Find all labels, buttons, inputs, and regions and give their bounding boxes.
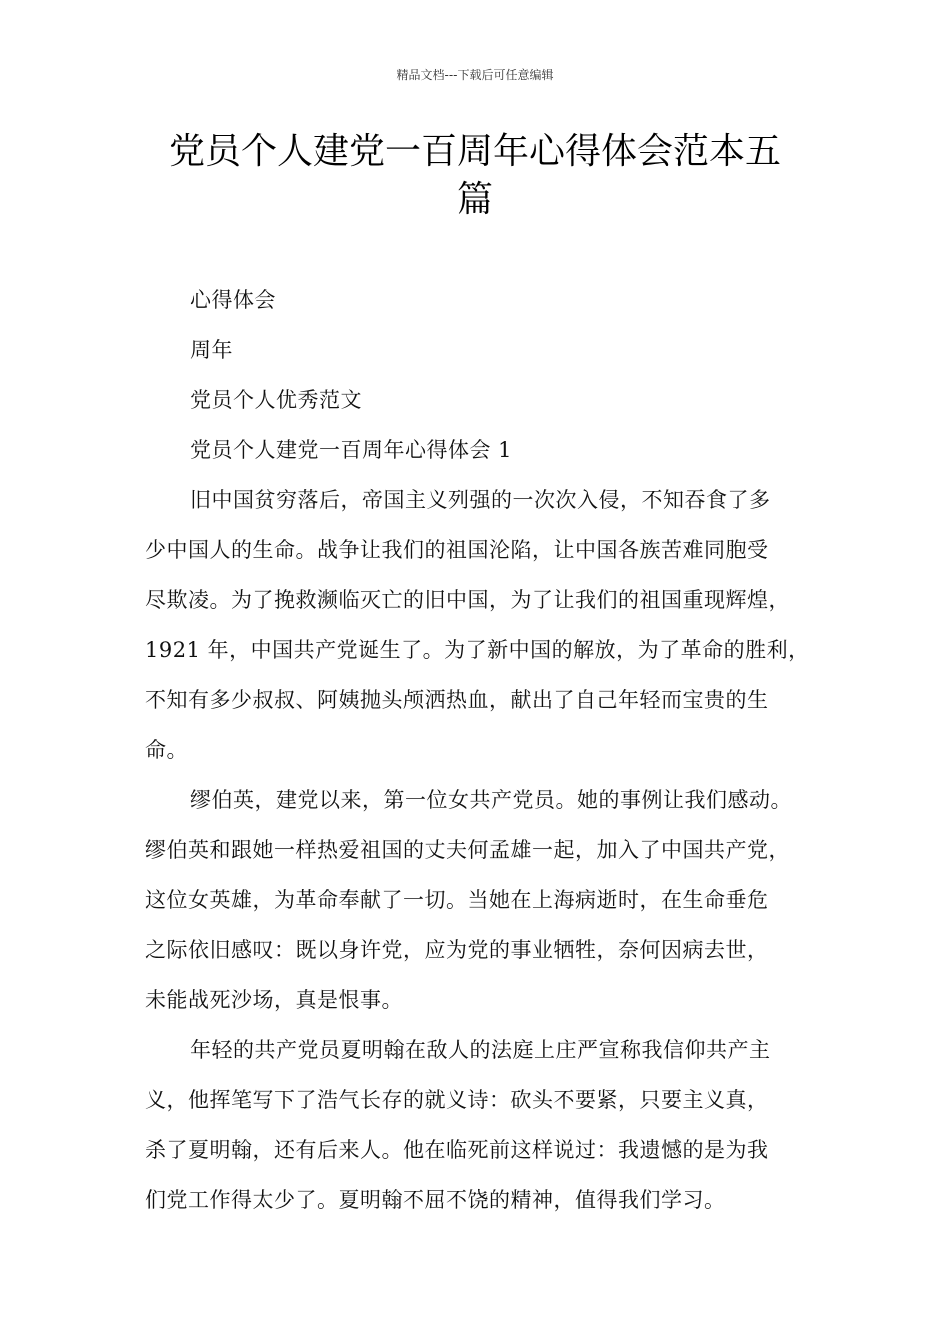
title-line-1: 党员个人建党一百周年心得体会范本五 [168,131,781,172]
paragraph-line: 缪伯英和跟她一样热爱祖国的丈夫何孟雄一起，加入了中国共产党， [145,838,790,862]
paragraph-line: 尽欺凌。为了挽救濒临灭亡的旧中国，为了让我们的祖国重现辉煌， [145,588,790,612]
paragraph [145,475,835,775]
paragraph-line: 缪伯英，建党以来，第一位女共产党员。她的事例让我们感动。 [190,788,792,812]
paragraph-line: 旧中国贫穷落后，帝国主义列强的一次次入侵，不知吞食了多 [190,488,771,512]
paragraph-line: 之际依旧感叹：既以身许党，应为党的事业牺牲，奈何因病去世， [145,938,769,962]
header-watermark: 精品文档---下载后可任意编辑 [396,68,554,82]
title-line-2: 篇 [456,179,493,220]
paragraph-line: 义，他挥笔写下了浩气长存的就义诗：砍头不要紧，只要主义真， [145,1088,769,1112]
document-body [145,275,835,1225]
paragraph [145,775,835,1025]
paragraph-line: 这位女英雄，为革命奉献了一切。当她在上海病逝时，在生命垂危 [145,888,769,912]
paragraph-line: 杀了夏明翰，还有后来人。他在临死前这样说过：我遗憾的是为我 [145,1138,769,1162]
document-title [120,128,830,224]
tag-line: 党员个人优秀范文 [190,388,362,412]
paragraph-line: 1921 年，中国共产党诞生了。为了新中国的解放，为了革命的胜利， [145,638,810,662]
tag-line: 心得体会 [190,288,276,312]
paragraph-line: 们党工作得太少了。夏明翰不屈不饶的精神，值得我们学习。 [145,1188,726,1212]
paragraph-line: 不知有多少叔叔、阿姨抛头颅洒热血，献出了自己年轻而宝贵的生 [145,688,769,712]
paragraph-line: 少中国人的生命。战争让我们的祖国沦陷，让中国各族苦难同胞受 [145,538,769,562]
paragraph [145,1025,835,1225]
paragraph-line: 命。 [145,738,188,762]
tag-line: 周年 [190,338,233,362]
paragraph-line: 年轻的共产党员夏明翰在敌人的法庭上庄严宣称我信仰共产主 [190,1038,771,1062]
paragraph-line: 未能战死沙场，真是恨事。 [145,988,403,1012]
section-heading: 党员个人建党一百周年心得体会 1 [190,438,513,462]
